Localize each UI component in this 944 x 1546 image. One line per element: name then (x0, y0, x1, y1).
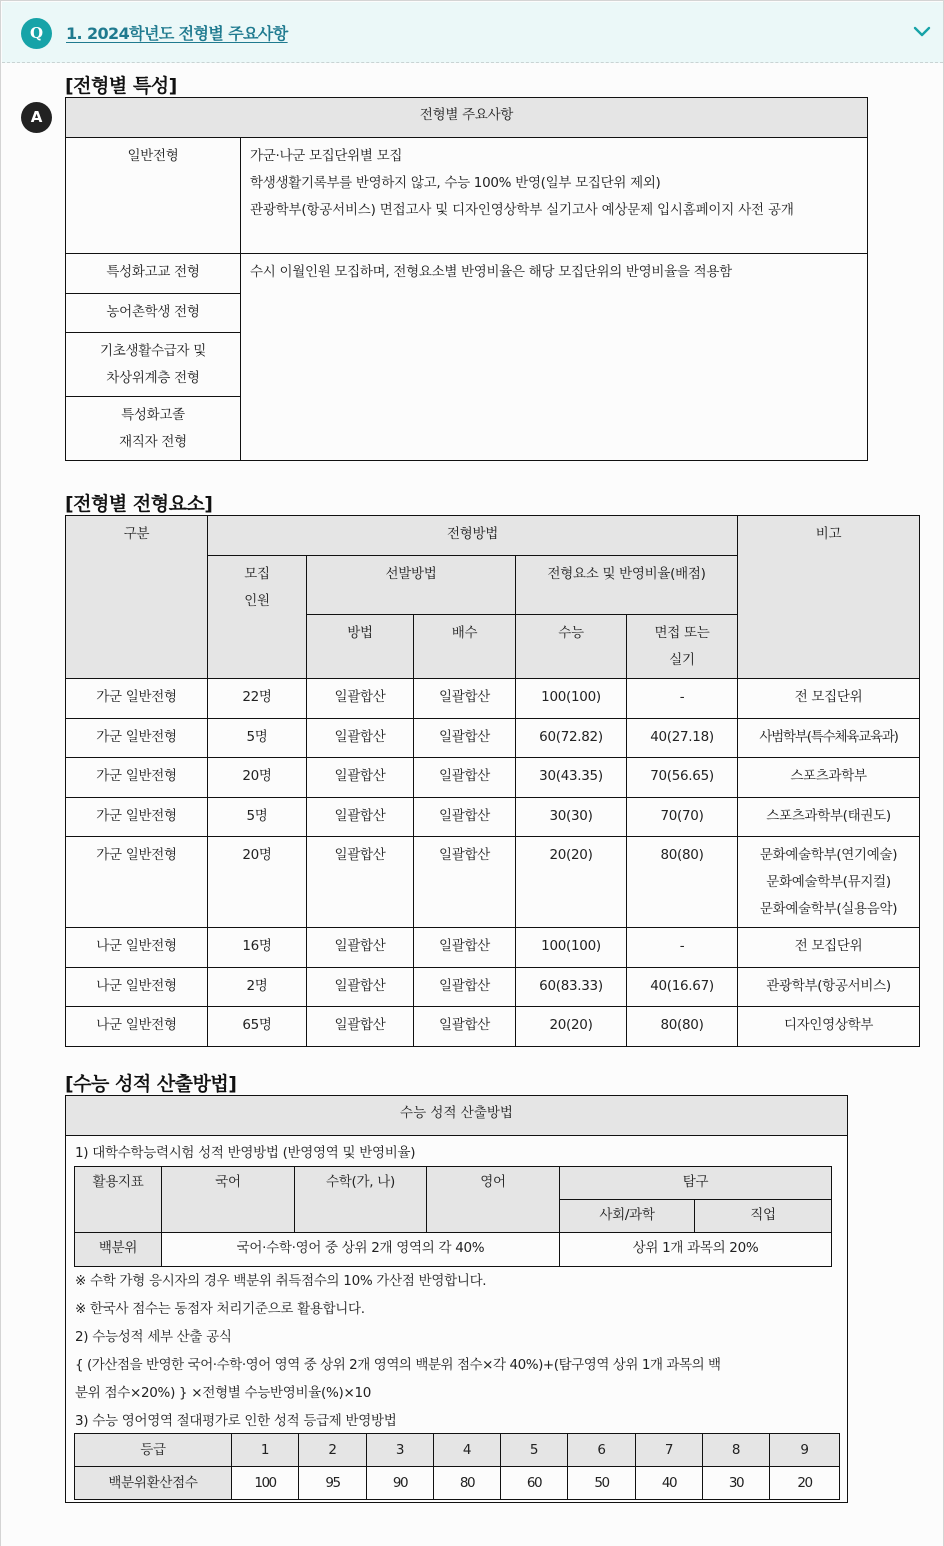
cell-method: 일괄합산 (307, 719, 414, 758)
note-math-bonus: ※ 수학 가형 응시자의 경우 백분위 취득점수의 10% 가산점 반영합니다. (75, 1273, 487, 1289)
note-korean-history: ※ 한국사 점수는 동점자 처리기준으로 활용합니다. (75, 1301, 365, 1317)
grade-cell: 3 (367, 1434, 434, 1467)
cell-csat: 30(43.35) (516, 758, 627, 798)
header-recruit (208, 556, 307, 679)
grade-cell: 6 (568, 1434, 636, 1467)
remarks-line: 문화예술학부(연기예술) (759, 847, 898, 863)
cell-recruit: 2명 (208, 968, 307, 1007)
grade-cell: 4 (434, 1434, 501, 1467)
cell-recruit: 22명 (208, 679, 307, 719)
cell-csat: 20(20) (516, 1007, 627, 1047)
table-row (66, 968, 920, 1007)
score-cell: 20 (770, 1467, 840, 1500)
header-english: 영어 (427, 1167, 560, 1233)
cell-remarks: 관광학부(항공서비스) (738, 968, 920, 1007)
grade-cell: 9 (770, 1434, 840, 1467)
grade-cell: 1 (232, 1434, 299, 1467)
cell-multiple: 일괄합산 (414, 758, 516, 798)
ratio-table (74, 1166, 832, 1267)
cell-multiple: 일괄합산 (414, 968, 516, 1007)
formula-line: { (가산점을 반영한 국어·수학·영어 영역 중 상위 2개 영역의 백분위 점수×각 40%)+(탐구영역 상위 1개 과목의 백 (75, 1357, 721, 1373)
question-header[interactable] (2, 2, 943, 63)
score-cell: 40 (636, 1467, 703, 1500)
item-2-text: 2) 수능성적 세부 산출 공식 (75, 1329, 232, 1345)
cell-multiple: 일괄합산 (414, 679, 516, 719)
table-row (66, 719, 920, 758)
table-row (66, 254, 868, 294)
type-cell: 일반전형 (66, 138, 241, 254)
cell-remarks: 전 모집단위 (738, 679, 920, 719)
header-category: 구분 (66, 516, 208, 679)
cell-csat: 60(72.82) (516, 719, 627, 758)
type-line: 기초생활수급자 및 (100, 343, 206, 359)
cell-remarks: 사범학부(특수체육교육과) (738, 719, 920, 758)
section-title-csat-method: [수능 성적 산출방법] (65, 1073, 237, 1095)
cell-inquiry-ratio: 상위 1개 과목의 20% (560, 1233, 832, 1267)
cell-interview: - (627, 679, 738, 719)
cell-method: 일괄합산 (307, 1007, 414, 1047)
cell-remarks (738, 837, 920, 928)
description-line: 학생생활기록부를 반영하지 않고, 수능 100% 반영(일부 모집단위 제외) (250, 175, 661, 191)
formula-line: 분위 점수×20%) } ×전형별 수능반영비율(%)×10 (75, 1385, 372, 1401)
cell-recruit: 16명 (208, 928, 307, 968)
cell-recruit: 20명 (208, 837, 307, 928)
type-line: 차상위계층 전형 (106, 370, 200, 386)
header-remarks: 비고 (738, 516, 920, 679)
score-label: 백분위환산점수 (75, 1467, 232, 1500)
cell-csat: 30(30) (516, 798, 627, 837)
cell-remarks: 스포츠과학부(태권도) (738, 798, 920, 837)
type-line: 재직자 전형 (119, 434, 187, 450)
header-math: 수학(가, 나) (295, 1167, 427, 1233)
table-row (66, 679, 920, 719)
score-cell: 80 (434, 1467, 501, 1500)
cell-csat: 20(20) (516, 837, 627, 928)
cell-multiple: 일괄합산 (414, 1007, 516, 1047)
type-line: 특성화고졸 (121, 407, 185, 423)
table-row (75, 1233, 832, 1267)
cell-recruit: 20명 (208, 758, 307, 798)
cell-interview: 80(80) (627, 1007, 738, 1047)
cell-category: 가군 일반전형 (66, 719, 208, 758)
cell-csat: 100(100) (516, 679, 627, 719)
score-cell: 90 (367, 1467, 434, 1500)
box-header: 수능 성적 산출방법 (66, 1096, 847, 1136)
answer-badge: A (21, 102, 52, 133)
score-cell: 50 (568, 1467, 636, 1500)
header-method-group: 전형방법 (208, 516, 738, 556)
cell-category: 가군 일반전형 (66, 679, 208, 719)
header-csat: 수능 (516, 615, 627, 679)
section-title-characteristics: [전형별 특성] (65, 75, 177, 97)
cell-category: 가군 일반전형 (66, 798, 208, 837)
header-inquiry: 탐구 (560, 1167, 832, 1200)
type-cell (66, 333, 241, 397)
header-method: 방법 (307, 615, 414, 679)
table-row (66, 758, 920, 798)
description-cell (241, 138, 868, 254)
cell-multiple: 일괄합산 (414, 837, 516, 928)
remarks-line: 문화예술학부(뮤지컬) (766, 874, 891, 890)
table-row (66, 1007, 920, 1047)
cell-recruit: 5명 (208, 719, 307, 758)
cell-remarks: 스포츠과학부 (738, 758, 920, 798)
table-header: 전형별 주요사항 (66, 98, 868, 138)
cell-interview: 80(80) (627, 837, 738, 928)
cell-category: 나군 일반전형 (66, 968, 208, 1007)
cell-csat: 100(100) (516, 928, 627, 968)
cell-remarks: 전 모집단위 (738, 928, 920, 968)
cell-multiple: 일괄합산 (414, 798, 516, 837)
grade-cell: 7 (636, 1434, 703, 1467)
cell-interview: 40(27.18) (627, 719, 738, 758)
header-korean: 국어 (162, 1167, 295, 1233)
characteristics-table (65, 97, 868, 461)
cell-csat: 60(83.33) (516, 968, 627, 1007)
header-line: 인원 (244, 593, 270, 609)
type-cell (66, 397, 241, 461)
description-line: 가군·나군 모집단위별 모집 (250, 148, 403, 164)
cell-method: 일괄합산 (307, 798, 414, 837)
header-line: 면접 또는 (654, 625, 710, 641)
cell-category: 가군 일반전형 (66, 837, 208, 928)
cell-method: 일괄합산 (307, 928, 414, 968)
header-selection: 선발방법 (307, 556, 516, 615)
grade-cell: 8 (703, 1434, 770, 1467)
cell-recruit: 65명 (208, 1007, 307, 1047)
header-line: 실기 (669, 652, 695, 668)
shared-description-cell: 수시 이월인원 모집하며, 전형요소별 반영비율은 해당 모집단위의 반영비율을 적용함 (241, 254, 868, 461)
score-row (75, 1467, 840, 1500)
table-row (66, 928, 920, 968)
header-vocational: 직업 (695, 1200, 832, 1233)
cell-method: 일괄합산 (307, 968, 414, 1007)
cell-category: 나군 일반전형 (66, 928, 208, 968)
cell-interview: 70(70) (627, 798, 738, 837)
score-cell: 60 (501, 1467, 568, 1500)
header-social-science: 사회/과학 (560, 1200, 695, 1233)
table-row (66, 798, 920, 837)
table-row (66, 138, 868, 254)
question-title-link[interactable]: 1. 2024학년도 전형별 주요사항 (66, 24, 288, 43)
csat-method-box (65, 1095, 848, 1503)
score-cell: 95 (299, 1467, 367, 1500)
cell-multiple: 일괄합산 (414, 928, 516, 968)
cell-multiple: 일괄합산 (414, 719, 516, 758)
score-cell: 30 (703, 1467, 770, 1500)
row-label-percentile: 백분위 (75, 1233, 162, 1267)
header-multiple: 배수 (414, 615, 516, 679)
elements-table (65, 515, 920, 1047)
cell-interview: 40(16.67) (627, 968, 738, 1007)
type-cell: 농어촌학생 전형 (66, 294, 241, 333)
cell-method: 일괄합산 (307, 758, 414, 798)
grade-table (74, 1433, 840, 1500)
cell-interview: - (627, 928, 738, 968)
item-1-text: 1) 대학수학능력시험 성적 반영방법 (반영영역 및 반영비율) (75, 1145, 416, 1161)
header-interview (627, 615, 738, 679)
cell-method: 일괄합산 (307, 837, 414, 928)
cell-recruit: 5명 (208, 798, 307, 837)
item-3-text: 3) 수능 영어영역 절대평가로 인한 성적 등급제 반영방법 (75, 1413, 397, 1429)
header-indicator: 활용지표 (75, 1167, 162, 1233)
grade-cell: 5 (501, 1434, 568, 1467)
section-title-elements: [전형별 전형요소] (65, 493, 213, 515)
cell-remarks: 디자인영상학부 (738, 1007, 920, 1047)
score-cell: 100 (232, 1467, 299, 1500)
grade-label: 등급 (75, 1434, 232, 1467)
cell-main-ratio: 국어·수학·영어 중 상위 2개 영역의 각 40% (162, 1233, 560, 1267)
cell-interview: 70(56.65) (627, 758, 738, 798)
header-elements: 전형요소 및 반영비율(배점) (516, 556, 738, 615)
cell-category: 가군 일반전형 (66, 758, 208, 798)
grade-row (75, 1434, 840, 1467)
table-row (66, 837, 920, 928)
question-badge: Q (21, 18, 52, 49)
description-line: 관광학부(항공서비스) 면접고사 및 디자인영상학부 실기고사 예상문제 입시홈페이지 사전 공개 (250, 202, 794, 218)
remarks-line: 문화예술학부(실용음악) (759, 901, 898, 917)
grade-cell: 2 (299, 1434, 367, 1467)
cell-category: 나군 일반전형 (66, 1007, 208, 1047)
cell-method: 일괄합산 (307, 679, 414, 719)
type-cell: 특성화고교 전형 (66, 254, 241, 294)
chevron-down-icon[interactable] (912, 24, 932, 40)
header-line: 모집 (244, 566, 270, 582)
